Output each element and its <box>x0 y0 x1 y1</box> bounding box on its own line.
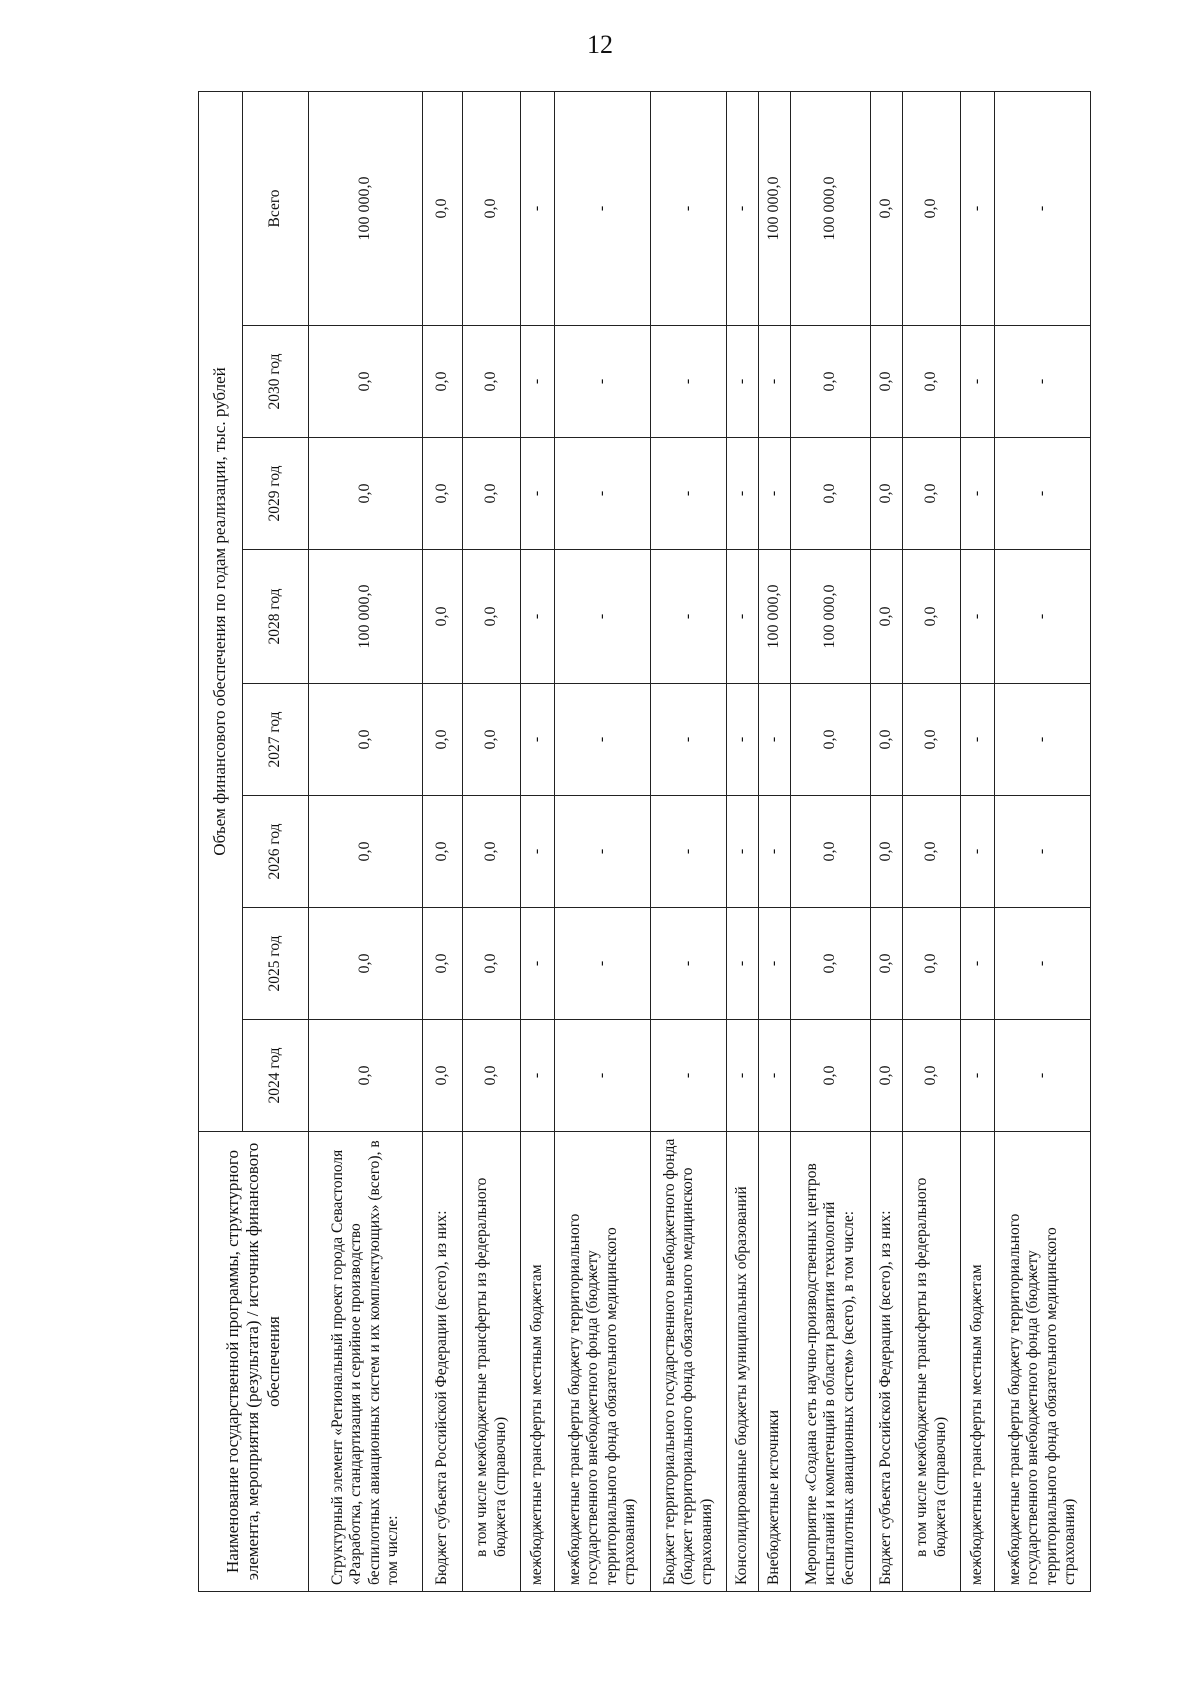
row-total-value: - <box>521 91 555 325</box>
row-year-value: 0,0 <box>791 684 871 796</box>
row-total-value: 0,0 <box>463 91 521 325</box>
row-year-value: - <box>651 684 727 796</box>
row-source-name: Мероприятие «Создана сеть научно-производственных центров испытаний и компетенций в области развития технологий беспилотных авиационных систем» (всего), в том числе: <box>791 1132 871 1592</box>
row-year-value: - <box>759 438 791 550</box>
row-year-value: 0,0 <box>791 796 871 908</box>
table-row <box>521 91 555 1591</box>
row-year-value: - <box>995 438 1091 550</box>
row-year-value: - <box>995 684 1091 796</box>
row-year-value: - <box>727 438 759 550</box>
header-year-2025: 2025 год <box>243 908 309 1020</box>
row-year-value: - <box>651 796 727 908</box>
row-year-value: - <box>727 550 759 684</box>
row-year-value: - <box>727 326 759 438</box>
row-total-value: 100 000,0 <box>791 91 871 325</box>
row-year-value: 0,0 <box>309 1020 423 1132</box>
table-row <box>871 91 903 1591</box>
row-year-value: 0,0 <box>423 550 463 684</box>
row-total-value: 100 000,0 <box>759 91 791 325</box>
table-row <box>961 91 995 1591</box>
row-year-value: - <box>521 326 555 438</box>
row-year-value: - <box>555 908 651 1020</box>
header-year-2024: 2024 год <box>243 1020 309 1132</box>
row-year-value: 0,0 <box>791 438 871 550</box>
header-year-2026: 2026 год <box>243 796 309 908</box>
table-row <box>727 91 759 1591</box>
row-year-value: 0,0 <box>309 326 423 438</box>
row-year-value: - <box>555 684 651 796</box>
row-year-value: - <box>961 796 995 908</box>
table-row <box>791 91 871 1591</box>
row-source-name: Структурный элемент «Региональный проект города Севастополя «Разработка, стандартизация и серийное производство беспилотных авиационных систем и их комплектующих» (всего), в том числе: <box>309 1132 423 1592</box>
header-financing-group: Объем финансового обеспечения по годам реализации, тыс. рублей <box>199 91 243 1131</box>
row-year-value: - <box>555 326 651 438</box>
row-year-value: 0,0 <box>423 326 463 438</box>
row-total-value: - <box>727 91 759 325</box>
row-total-value: - <box>651 91 727 325</box>
row-year-value: 0,0 <box>309 796 423 908</box>
row-total-value: 0,0 <box>423 91 463 325</box>
row-year-value: 0,0 <box>871 438 903 550</box>
row-source-name: межбюджетные трансферты местным бюджетам <box>961 1132 995 1592</box>
row-source-name: Бюджет субъекта Российской Федерации (всего), из них: <box>871 1132 903 1592</box>
row-year-value: 0,0 <box>309 684 423 796</box>
row-year-value: 0,0 <box>463 684 521 796</box>
row-year-value: - <box>521 908 555 1020</box>
row-year-value: - <box>521 1020 555 1132</box>
row-year-value: - <box>961 550 995 684</box>
row-year-value: - <box>727 1020 759 1132</box>
row-year-value: - <box>961 908 995 1020</box>
row-year-value: 100 000,0 <box>791 550 871 684</box>
row-year-value: - <box>555 1020 651 1132</box>
row-year-value: 0,0 <box>871 908 903 1020</box>
row-source-name: межбюджетные трансферты бюджету территориального государственного внебюджетного фонда (бюджету территориального фонда обязательного медицинского страхования) <box>995 1132 1091 1592</box>
row-year-value: - <box>759 796 791 908</box>
row-year-value: 0,0 <box>903 438 961 550</box>
financing-table <box>198 91 1091 1592</box>
row-year-value: 0,0 <box>423 796 463 908</box>
row-total-value: 100 000,0 <box>309 91 423 325</box>
row-year-value: 0,0 <box>463 796 521 908</box>
row-year-value: 0,0 <box>903 796 961 908</box>
row-source-name: в том числе межбюджетные трансферты из федерального бюджета (справочно) <box>463 1132 521 1592</box>
table-row <box>759 91 791 1591</box>
row-year-value: - <box>727 796 759 908</box>
row-year-value: 0,0 <box>903 550 961 684</box>
row-source-name: Консолидированные бюджеты муниципальных образований <box>727 1132 759 1592</box>
row-year-value: - <box>651 438 727 550</box>
row-year-value: 0,0 <box>871 1020 903 1132</box>
row-year-value: 0,0 <box>903 326 961 438</box>
row-year-value: 0,0 <box>903 684 961 796</box>
row-year-value: 0,0 <box>791 326 871 438</box>
row-year-value: - <box>651 550 727 684</box>
row-year-value: 0,0 <box>309 908 423 1020</box>
row-year-value: - <box>759 326 791 438</box>
row-source-name: межбюджетные трансферты бюджету территориального государственного внебюджетного фонда (бюджету территориального фонда обязательного медицинского страхования) <box>555 1132 651 1592</box>
row-year-value: - <box>651 908 727 1020</box>
header-year-2028: 2028 год <box>243 550 309 684</box>
row-source-name: Бюджет территориального государственного внебюджетного фонда (бюджет территориального фонда обязательного медицинского страхования) <box>651 1132 727 1592</box>
header-total: Всего <box>243 91 309 325</box>
header-year-2029: 2029 год <box>243 438 309 550</box>
row-total-value: - <box>961 91 995 325</box>
row-year-value: - <box>961 438 995 550</box>
row-year-value: 0,0 <box>463 908 521 1020</box>
row-source-name: межбюджетные трансферты местным бюджетам <box>521 1132 555 1592</box>
row-year-value: 0,0 <box>423 908 463 1020</box>
row-year-value: - <box>961 684 995 796</box>
row-year-value: 0,0 <box>871 326 903 438</box>
row-year-value: - <box>995 908 1091 1020</box>
table-row <box>423 91 463 1591</box>
header-year-2027: 2027 год <box>243 684 309 796</box>
row-year-value: 0,0 <box>309 438 423 550</box>
row-total-value: - <box>995 91 1091 325</box>
row-year-value: 0,0 <box>871 796 903 908</box>
row-year-value: - <box>521 796 555 908</box>
header-year-2030: 2030 год <box>243 326 309 438</box>
row-year-value: 100 000,0 <box>759 550 791 684</box>
row-year-value: - <box>759 1020 791 1132</box>
row-year-value: 0,0 <box>903 1020 961 1132</box>
row-year-value: - <box>759 684 791 796</box>
table-body <box>309 91 1091 1591</box>
row-year-value: 0,0 <box>423 684 463 796</box>
row-year-value: - <box>651 1020 727 1132</box>
row-year-value: 100 000,0 <box>309 550 423 684</box>
row-year-value: - <box>555 438 651 550</box>
row-year-value: - <box>995 796 1091 908</box>
row-year-value: - <box>961 1020 995 1132</box>
row-year-value: 0,0 <box>463 550 521 684</box>
row-year-value: 0,0 <box>871 550 903 684</box>
row-year-value: 0,0 <box>463 1020 521 1132</box>
table-row <box>651 91 727 1591</box>
row-total-value: - <box>555 91 651 325</box>
row-year-value: - <box>995 326 1091 438</box>
row-year-value: - <box>727 908 759 1020</box>
row-year-value: 0,0 <box>423 1020 463 1132</box>
row-source-name: Внебюджетные источники <box>759 1132 791 1592</box>
table-row <box>463 91 521 1591</box>
row-year-value: 0,0 <box>463 326 521 438</box>
row-year-value: - <box>727 684 759 796</box>
row-year-value: - <box>521 550 555 684</box>
table-row <box>903 91 961 1591</box>
row-year-value: 0,0 <box>871 684 903 796</box>
row-year-value: - <box>759 908 791 1020</box>
row-year-value: 0,0 <box>903 908 961 1020</box>
row-year-value: - <box>995 550 1091 684</box>
row-year-value: - <box>555 550 651 684</box>
row-year-value: - <box>651 326 727 438</box>
row-source-name: в том числе межбюджетные трансферты из федерального бюджета (справочно) <box>903 1132 961 1592</box>
table-row <box>995 91 1091 1591</box>
row-year-value: - <box>521 684 555 796</box>
table-row <box>555 91 651 1591</box>
row-year-value: - <box>995 1020 1091 1132</box>
row-year-value: - <box>521 438 555 550</box>
row-year-value: 0,0 <box>463 438 521 550</box>
row-year-value: 0,0 <box>791 908 871 1020</box>
row-source-name: Бюджет субъекта Российской Федерации (всего), из них: <box>423 1132 463 1592</box>
table-row <box>309 91 423 1591</box>
row-year-value: - <box>555 796 651 908</box>
row-total-value: 0,0 <box>903 91 961 325</box>
rotated-table-wrapper <box>198 92 1078 1592</box>
header-name-column: Наименование государственной программы, структурного элемента, мероприятия (результата) / источник финансового обеспечения <box>199 1132 309 1592</box>
row-year-value: - <box>961 326 995 438</box>
row-year-value: 0,0 <box>791 1020 871 1132</box>
row-year-value: 0,0 <box>423 438 463 550</box>
row-total-value: 0,0 <box>871 91 903 325</box>
page-number: 12 <box>587 30 613 59</box>
